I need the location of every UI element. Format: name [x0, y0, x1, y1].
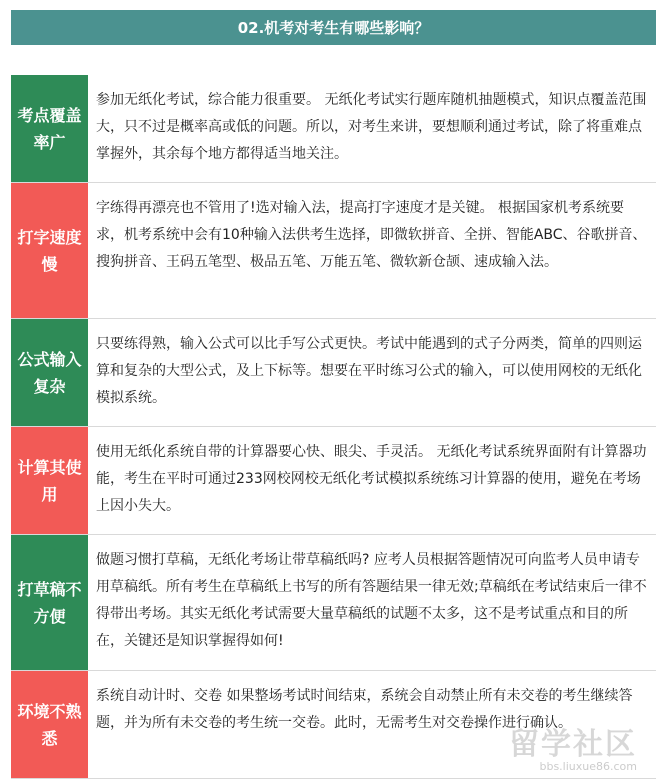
row-label: 公式输入复杂	[11, 319, 88, 426]
row-content: 只要练得熟，输入公式可以比手写公式更快。考试中能遇到的式子分两类，简单的四则运算和复杂的大型公式，及上下标等。想要在平时练习公式的输入，可以使用网校的无纸化模拟系统。	[96, 336, 642, 406]
table-row	[11, 319, 656, 427]
impact-table	[11, 75, 656, 779]
row-label: 计算其使用	[11, 427, 88, 534]
row-label: 环境不熟悉	[11, 671, 88, 778]
watermark-url: bbs.liuxue86.com	[539, 760, 637, 773]
row-label: 打字速度慢	[11, 183, 88, 318]
table-row	[11, 75, 656, 183]
row-content: 字练得再漂亮也不管用了!选对输入法，提高打字速度才是关键。 根据国家机考系统要求，机考系统中会有10种输入法供考生选择，即微软拼音、全拼、智能ABC、谷歌拼音、搜狗拼音、王码五笔型、极品五笔、万能五笔、微软新仓颉、速成输入法。	[96, 200, 647, 270]
row-label: 考点覆盖率广	[11, 75, 88, 182]
watermark	[509, 729, 637, 773]
table-row	[11, 535, 656, 671]
page-title: 02.机考对考生有哪些影响？	[11, 10, 656, 45]
row-content: 系统自动计时、交卷 如果整场考试时间结束，系统会自动禁止所有未交卷的考生继续答题，并为所有未交卷的考生统一交卷。此时，无需考生对交卷操作进行确认。	[96, 688, 633, 731]
table-row	[11, 183, 656, 319]
row-content: 做题习惯打草稿，无纸化考场让带草稿纸吗? 应考人员根据答题情况可向监考人员申请专用草稿纸。所有考生在草稿纸上书写的所有答题结果一律无效;草稿纸在考试结束后一律不得带出考场。其实无纸化考试需要大量草稿纸的试题不太多，这不是考试重点和目的所在，关键还是知识掌握得如何!	[96, 552, 647, 649]
row-content: 参加无纸化考试，综合能力很重要。 无纸化考试实行题库随机抽题模式，知识点覆盖范围大，只不过是概率高或低的问题。所以，对考生来讲，要想顺利通过考试，除了将重难点掌握外，其余每个地方都得适当地关注。	[96, 92, 647, 162]
watermark-logo: 留学社区	[509, 727, 637, 762]
table-row	[11, 427, 656, 535]
row-label: 打草稿不方便	[11, 535, 88, 670]
row-content: 使用无纸化系统自带的计算器要心快、眼尖、手灵活。 无纸化考试系统界面附有计算器功能，考生在平时可通过233网校网校无纸化考试模拟系统练习计算器的使用，避免在考场上因小失大。	[96, 444, 647, 514]
